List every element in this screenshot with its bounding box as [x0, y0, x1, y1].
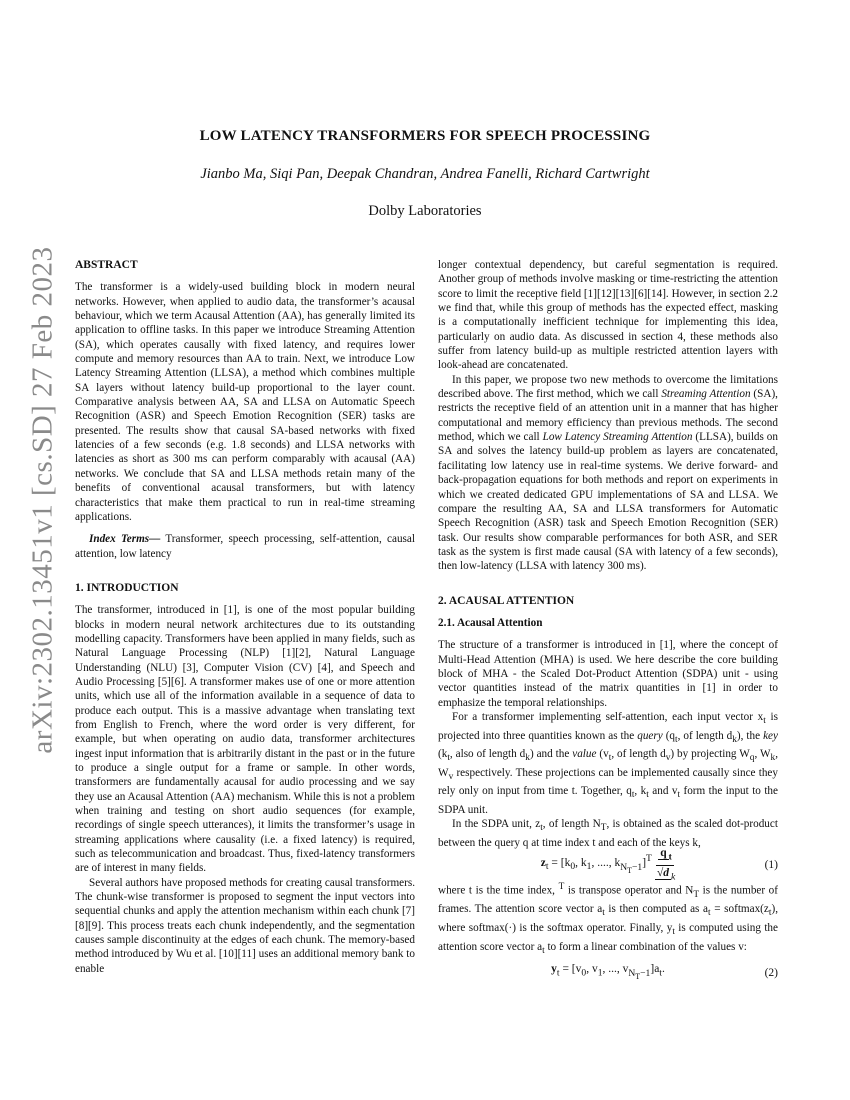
section-2-1-paragraph-2: For a transformer implementing self-attention, each input vector $x_t$ is projected into three quantities known as the query ($q_t$, of length $d_k$), the key ($k_t$, also of length $d_k$) and the value ($v_t$, of length $d_v$) by projecting $W_q$, $W_k$, $W_v$ respectively. These projections can be implemented causally since they rely only on input from time t. Together, $q_t$, $k_t$ and $v_t$ form the input to the SDPA unit. — [438, 710, 778, 816]
equation-2-label: (2) — [764, 967, 778, 979]
abstract-heading: ABSTRACT — [75, 259, 138, 271]
right-column — [438, 258, 778, 988]
right-paragraph-2: In this paper, we propose two new methods to overcome the limitations described above. The first method, which we call Streaming Attention (SA), restricts the receptive field of an attention unit in a manner that has higher computational and memory efficiency than previous methods. The second method, which we call Low Latency Streaming Attention (LLSA), builds on SA and solves the latency build-up problem as layers are concatenated, facilitating low latency use in real-time systems. We derive forward- and back-propagation equations for both methods and report on experiments in which we created dedicated GPU implementations of SA and LLSA. We compare the resulting AA, SA and LLSA transformers for Automatic Speech Recognition (ASR) task and Speech Emotion Recognition (SER) task. Our results show comparable performances for both ASR, and SER task as the system is first made causal (SA with latency of a few seconds), then low-latency (LLSA with latency 300 ms). — [438, 373, 778, 573]
affiliation: Dolby Laboratories — [368, 203, 482, 219]
section-2-heading: 2. ACAUSAL ATTENTION — [438, 594, 575, 607]
right-paragraph-1: longer contextual dependency, but careful segmentation is required. Another group of methods involve masking or time-restricting the attention score to limit the receptive field [1][12][13][6][14]. However, in section 2.2 we find that, while this group of methods has the expected effect, masking is a computationally inefficient technique for implementing this idea, particularly on audio data. As discussed in section 4, these methods also suffer from latency build-up as multiple restricted attention layers with look-ahead are concatenated. — [438, 259, 778, 372]
section-2-1-paragraph-1: The structure of a transformer is introduced in [1], where the concept of Multi-Head Attention (MHA) is used. We here describe the core building block of MHA - the Scaled Dot-Product Attention (SDPA) unit - using vector quantities instead of the matrix quantities in [1] in order to emphasize the temporal relationships. — [438, 639, 778, 709]
intro-paragraph-1: The transformer, introduced in [1], is one of the most popular building blocks in modern neural network architectures due to its outstanding modelling capacity. Transformers have been applied in many fields, such as Natural Language Processing (NLP) [1][2], Natural Language Understanding (NLU) [3], Computer Vision (CV) [4], and Speech and Audio Processing [5][6]. A transformer makes use of one or more attention units, which use all of the information available in a sequence of data to produce each output. This is a massive advantage when translating text from English to French, where the word order is very different, for example, but when operating on audio data, transformer architectures ingest input information that is arbitrarily distant in the past or in the future to produce a single output for a frame or sample. In other words, transformers are fundamentally acausal for audio processing and we say they use an Acausal Attention (AA) mechanism. While this is not a problem when training and testing on short audio sequences (for example, recordings of single speech utterances), it limits the transformer’s usage in streaming applications where causality (i.e. a fixed latency) is required, such as telecommunication and broadcast. Thus, fixed-latency transformers are of interest in many fields. — [75, 604, 416, 875]
equation-2: $y_t = [v_0$, $v_1$, ..., $v_{N_T-1}]a_t$. (2) — [551, 963, 778, 981]
intro-paragraph-2: Several authors have proposed methods for creating causal transformers. The chunk-wise transformer is proposed to segment the input vectors into sequential chunks and apply the attention mechanism within each chunk [7][8][9]. This process treats each chunk independently, and the segmentation causes sample discontinuity at the edges of each chunk. The memory-based method introduced by Wu et al. [10][11] uses an additional memory bank to enable — [75, 876, 415, 975]
subsection-2-1-heading: 2.1. Acausal Attention — [438, 616, 543, 629]
left-column — [75, 258, 415, 976]
intro-heading: 1. INTRODUCTION — [75, 581, 179, 594]
section-2-1-paragraph-3: In the SDPA unit, $z_t$, of length $N_T$, is obtained as the scaled dot-product between the query q at time index t and each of the keys k, — [438, 818, 778, 849]
equation-1: $z_t = [k_0$, $k_1$, ...., $k_{N_T-1}]^T$ $\frac{q _t}{√d _k}$ (1) — [540, 846, 778, 882]
equation-1-label: (1) — [764, 858, 778, 871]
index-terms-text: Transformer, speech processing, self-attention, causal attention, low latency — [75, 533, 415, 560]
section-2-1-paragraph-4: where t is the time index, $^T$ is transpose operator and $N_T$ is the number of frames. The attention score vector $a_t$ is then computed as $a_t$ = $softmax(z_t)$, where softmax(·) is the softmax operator. Finally, $y_t$ is computed using the attention score vector $a_t$ to form a linear combination of the values v: — [438, 882, 779, 956]
index-terms — [75, 532, 415, 561]
arxiv-id: arXiv:2302.13451v1 [cs.SD] 27 Feb 2023 — [26, 246, 59, 754]
abstract-text: The transformer is a widely-used building block in modern neural networks. However, when applied to audio data, the transformer’s acausal behaviour, which we term Acausal Attention (AA), has generally limited its application to offline tasks. In this paper we introduce Streaming Attention (SA), which operates causally with fixed latency, and requires lower compute and memory resources than AA to train. Next, we introduce Low Latency Streaming Attention (LLSA), a method which combines multiple SA layers without latency build-up proportional to the layer count. Comparative analysis between AA, SA and LLSA on Automatic Speech Recognition (ASR) and Speech Emotion Recognition (SER) tasks are presented. The results show that causal SA-based networks with fixed latencies of a few seconds (e.g. 1.8 seconds) and LLSA networks with latencies as short as 300 ms can perform comparably with acausal (AA) networks. We conclude that SA and LLSA methods retain many of the benefits of conventional acausal transformers, but with latency characteristics that make them practical to run in real-time streaming applications. — [75, 281, 415, 523]
paper-title: LOW LATENCY TRANSFORMERS FOR SPEECH PROCESSING — [199, 128, 651, 144]
index-terms-label: Index Terms— — [89, 533, 161, 546]
arxiv-identifier-stamp — [18, 246, 68, 754]
author-list: Jianbo Ma, Siqi Pan, Deepak Chandran, Andrea Fanelli, Richard Cartwright — [200, 166, 650, 182]
